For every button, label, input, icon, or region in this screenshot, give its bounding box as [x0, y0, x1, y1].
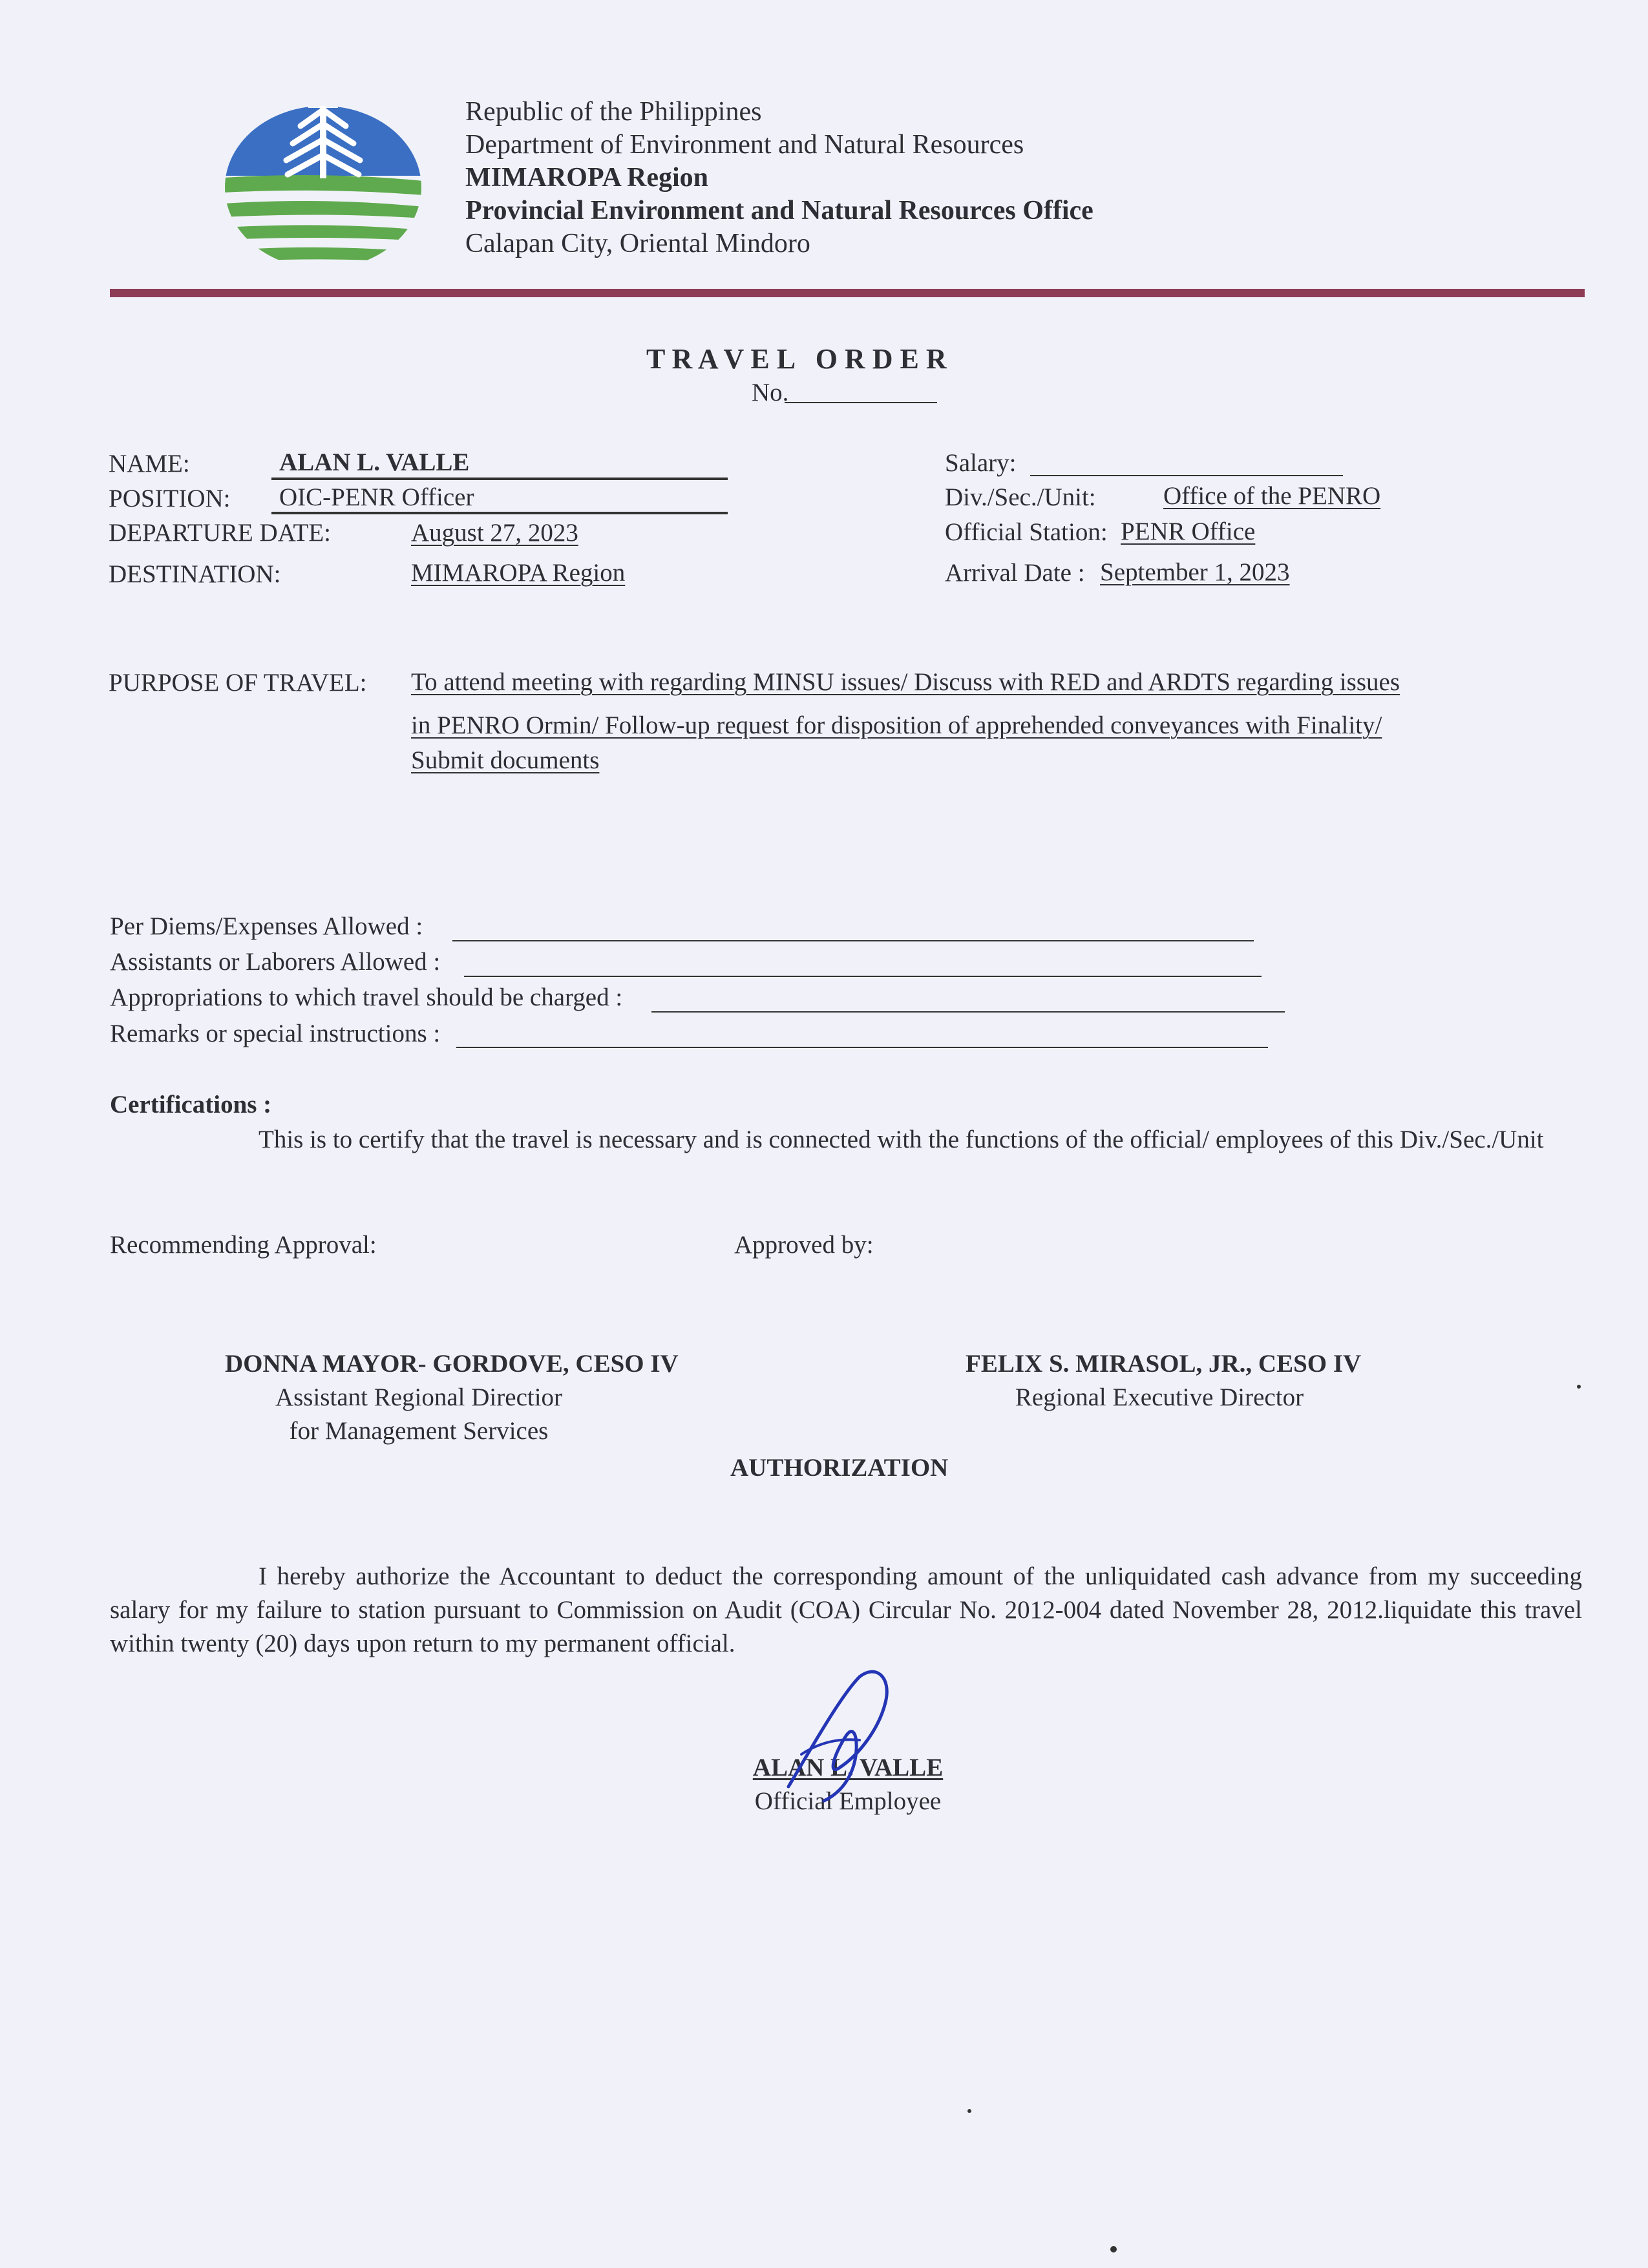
position-value: OIC-PENR Officer — [279, 483, 474, 511]
document-title: T R A V E L O R D E R — [646, 343, 947, 375]
scan-speck — [1577, 1385, 1581, 1389]
employee-handwritten-signature — [763, 1657, 911, 1812]
number-label: No. — [752, 379, 789, 406]
assistants-blank-line — [464, 976, 1262, 977]
destination-value: MIMAROPA Region — [411, 559, 626, 587]
appropriations-blank-line — [651, 1011, 1285, 1013]
remarks-label: Remarks or special instructions : — [110, 1020, 441, 1047]
unit-label: Div./Sec./Unit: — [945, 483, 1096, 511]
recommender-block — [225, 1347, 679, 1448]
name-underline — [271, 478, 728, 480]
letterhead-line-republic: Republic of the Philippines — [465, 97, 762, 127]
salary-label: Salary: — [945, 449, 1017, 477]
letterhead-line-department: Department of Environment and Natural Resources — [465, 130, 1024, 160]
appropriations-label: Appropriations to which travel should be charged : — [110, 983, 623, 1011]
position-underline — [271, 512, 728, 514]
employee-name: ALAN L. VALLE — [752, 1754, 944, 1781]
purpose-line-3: Submit documents — [411, 746, 600, 774]
number-blank-line — [785, 402, 937, 403]
certifications-text — [110, 1123, 1582, 1157]
arrival-label: Arrival Date : — [945, 559, 1085, 587]
unit-value: Office of the PENRO — [1163, 482, 1381, 510]
position-label: POSITION: — [109, 485, 231, 512]
employee-title: Official Employee — [754, 1787, 942, 1815]
purpose-line-2: in PENRO Ormin/ Follow-up request for disposition of apprehended conveyances with Finality/ — [411, 711, 1382, 739]
station-label: Official Station: — [945, 518, 1108, 546]
departure-value: August 27, 2023 — [411, 519, 578, 547]
purpose-label: PURPOSE OF TRAVEL: — [109, 669, 367, 697]
letterhead-line-office: Provincial Environment and Natural Resources Office — [465, 196, 1093, 226]
scan-speck — [1110, 2246, 1117, 2252]
denr-logo — [223, 90, 423, 271]
authorization-text — [110, 1560, 1582, 1661]
header-rule — [110, 289, 1585, 297]
recommender-name: DONNA MAYOR- GORDOVE, CESO IV — [225, 1350, 679, 1378]
assistants-label: Assistants or Laborers Allowed : — [110, 948, 441, 976]
departure-label: DEPARTURE DATE: — [109, 519, 331, 547]
recommender-title-2: for Management Services — [289, 1417, 549, 1445]
recommending-label: Recommending Approval: — [110, 1231, 377, 1259]
name-label: NAME: — [109, 450, 190, 478]
purpose-line-1: To attend meeting with regarding MINSU issues/ Discuss with RED and ARDTS regarding issues — [411, 668, 1400, 696]
authorization-heading: AUTHORIZATION — [730, 1454, 949, 1482]
arrival-value: September 1, 2023 — [1100, 558, 1290, 586]
station-value: PENR Office — [1121, 518, 1256, 545]
recommender-title-1: Assistant Regional Directior — [275, 1383, 563, 1411]
per-diems-label: Per Diems/Expenses Allowed : — [110, 912, 423, 940]
scan-speck — [967, 2109, 971, 2113]
certifications-text-content: This is to certify that the travel is necessary and is connected with the functions of the official/ employees of this Div./Sec./Unit — [259, 1126, 1544, 1153]
certifications-heading: Certifications : — [110, 1091, 272, 1118]
per-diems-blank-line — [452, 940, 1254, 941]
approver-block — [966, 1347, 1362, 1414]
approver-name: FELIX S. MIRASOL, JR., CESO IV — [966, 1350, 1362, 1378]
name-value: ALAN L. VALLE — [279, 448, 470, 476]
letterhead-line-city: Calapan City, Oriental Mindoro — [465, 229, 810, 258]
destination-label: DESTINATION: — [109, 560, 281, 588]
salary-blank-line — [1030, 475, 1343, 476]
remarks-blank-line — [456, 1047, 1268, 1048]
approver-title: Regional Executive Director — [1015, 1383, 1304, 1411]
authorization-text-content: I hereby authorize the Accountant to deduct the corresponding amount of the unliquidated cash advance from my succeeding salary for my failure to station pursuant to Commission on Audit (COA) Circular No. 2012-004 dated November 28, 2012.liquidate this travel within twenty (20) days upon return to my permanent official. — [110, 1562, 1582, 1657]
approved-label: Approved by: — [734, 1231, 874, 1259]
letterhead-line-region: MIMAROPA Region — [465, 163, 709, 193]
